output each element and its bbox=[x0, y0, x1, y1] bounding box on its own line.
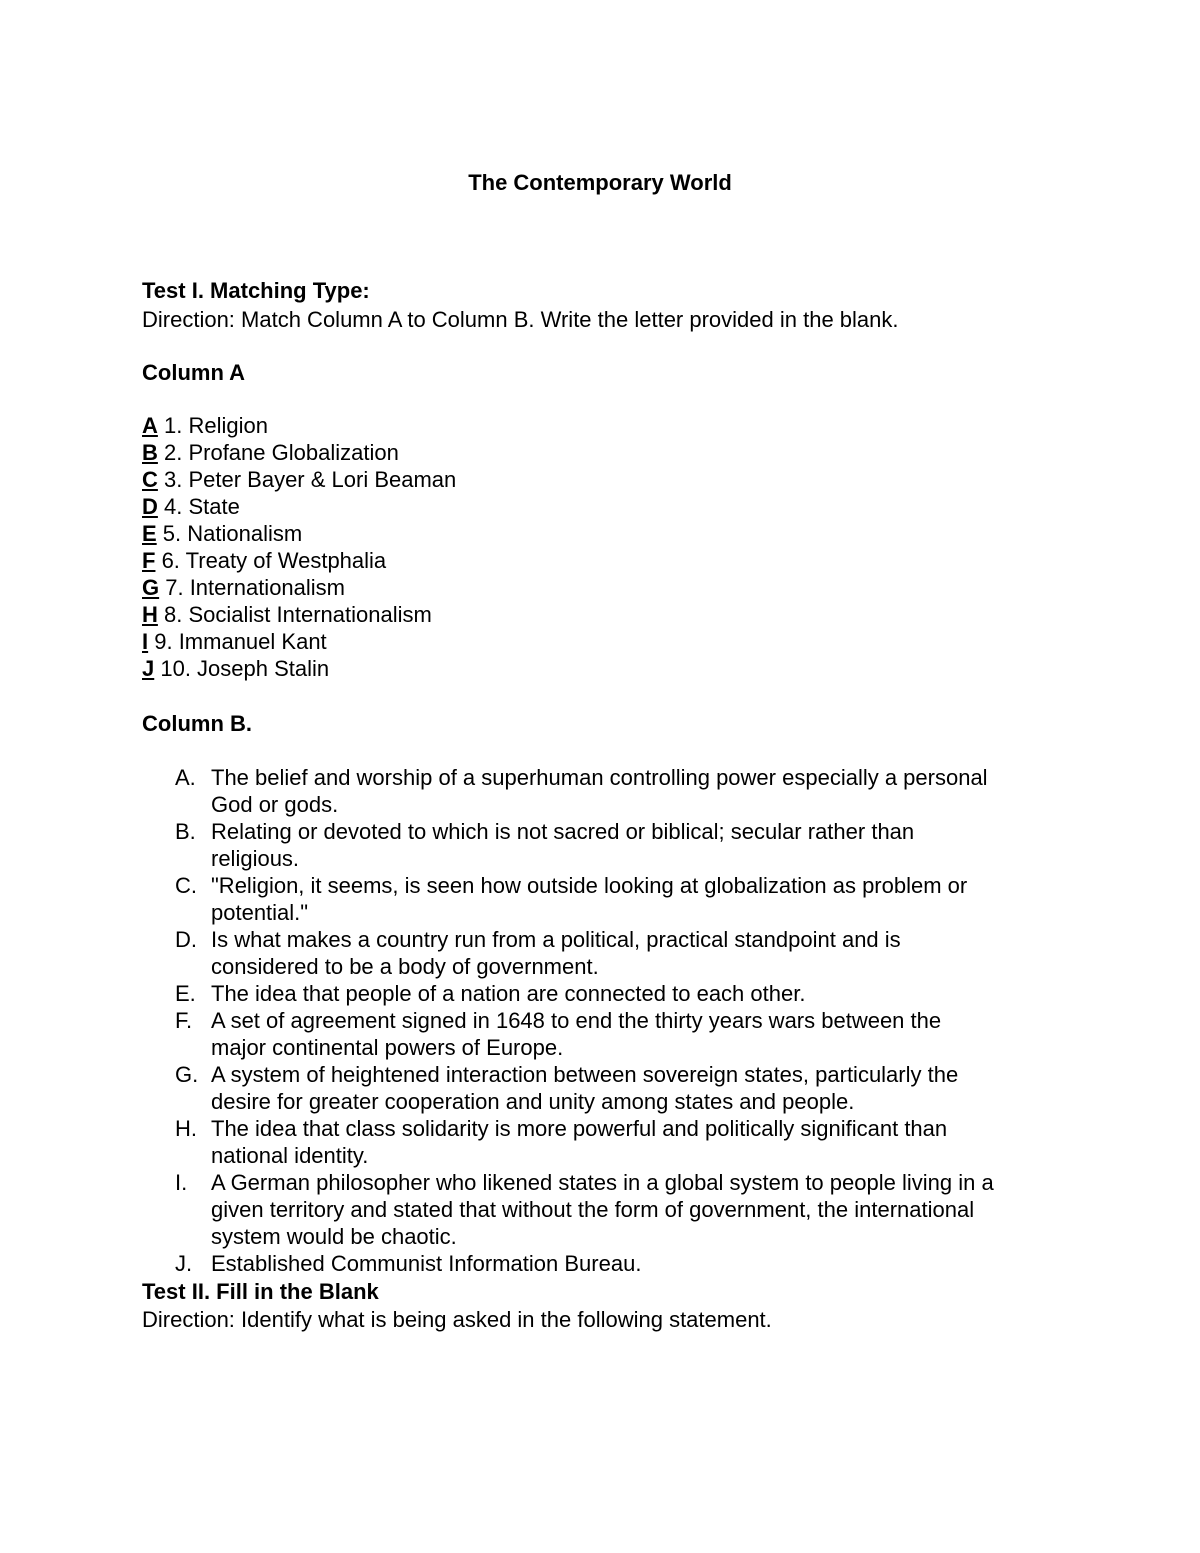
item-letter: J. bbox=[175, 1251, 193, 1276]
column-a-item bbox=[142, 628, 1082, 655]
column-a-item bbox=[142, 412, 1082, 439]
item-letter: B. bbox=[175, 819, 196, 844]
answer-blank: G bbox=[142, 575, 160, 600]
test1-heading: Test I. Matching Type: bbox=[142, 278, 370, 303]
item-line: given territory and stated that without the form of government, the international bbox=[211, 1197, 975, 1222]
item-line: Established Communist Information Bureau. bbox=[211, 1251, 642, 1276]
item-letter: H. bbox=[175, 1116, 197, 1141]
item-line: national identity. bbox=[211, 1143, 369, 1168]
item-letter: I. bbox=[175, 1170, 188, 1195]
item-line: considered to be a body of government. bbox=[211, 954, 599, 979]
column-a-item bbox=[142, 574, 1082, 601]
item-text: 1. Religion bbox=[157, 413, 268, 438]
item-text: 9. Immanuel Kant bbox=[148, 629, 327, 654]
answer-blank: A bbox=[142, 413, 158, 438]
answer-blank: C bbox=[142, 467, 158, 492]
column-a-item bbox=[142, 547, 1082, 574]
column-a-item bbox=[142, 466, 1082, 493]
column-b-item bbox=[142, 872, 1082, 926]
item-line: religious. bbox=[211, 846, 300, 871]
column-b-list bbox=[142, 764, 1082, 1277]
item-letter: D. bbox=[175, 927, 197, 952]
answer-blank: F bbox=[142, 548, 156, 573]
item-letter: E. bbox=[175, 981, 196, 1006]
item-letter: A. bbox=[175, 765, 196, 790]
item-text: 3. Peter Bayer & Lori Beaman bbox=[157, 467, 457, 492]
item-letter: F. bbox=[175, 1008, 193, 1033]
column-b-heading: Column B. bbox=[142, 711, 252, 736]
column-a-item bbox=[142, 601, 1082, 628]
item-text: 6. Treaty of Westphalia bbox=[155, 548, 387, 573]
item-text: 4. State bbox=[157, 494, 240, 519]
item-line: major continental powers of Europe. bbox=[211, 1035, 564, 1060]
item-line: The belief and worship of a superhuman controlling power especially a personal bbox=[211, 765, 988, 790]
document-title: The Contemporary World bbox=[468, 170, 732, 195]
item-line: The idea that people of a nation are connected to each other. bbox=[211, 981, 806, 1006]
item-text: 5. Nationalism bbox=[156, 521, 303, 546]
column-a-list bbox=[142, 412, 1082, 682]
item-letter: G. bbox=[175, 1062, 199, 1087]
item-line: "Religion, it seems, is seen how outside looking at globalization as problem or bbox=[211, 873, 968, 898]
test2-heading: Test II. Fill in the Blank bbox=[142, 1279, 379, 1304]
column-b-item bbox=[142, 1007, 1082, 1061]
column-b-item bbox=[142, 1250, 1082, 1277]
column-a-heading: Column A bbox=[142, 360, 246, 385]
column-b-item bbox=[142, 818, 1082, 872]
column-a-item bbox=[142, 439, 1082, 466]
column-b-item bbox=[142, 1061, 1082, 1115]
item-line: God or gods. bbox=[211, 792, 339, 817]
item-text: 2. Profane Globalization bbox=[157, 440, 399, 465]
answer-blank: J bbox=[142, 656, 155, 681]
answer-blank: B bbox=[142, 440, 158, 465]
column-a-item bbox=[142, 493, 1082, 520]
item-text: 10. Joseph Stalin bbox=[154, 656, 330, 681]
item-line: potential." bbox=[211, 900, 309, 925]
item-line: A system of heightened interaction between sovereign states, particularly the bbox=[211, 1062, 959, 1087]
answer-blank: E bbox=[142, 521, 157, 546]
item-line: desire for greater cooperation and unity among states and people. bbox=[211, 1089, 855, 1114]
item-text: 8. Socialist Internationalism bbox=[157, 602, 432, 627]
answer-blank: I bbox=[142, 629, 149, 654]
column-b-item bbox=[142, 980, 1082, 1007]
answer-blank: H bbox=[142, 602, 158, 627]
column-a-item bbox=[142, 655, 1082, 682]
column-b-item bbox=[142, 764, 1082, 818]
column-b-item bbox=[142, 926, 1082, 980]
item-line: The idea that class solidarity is more powerful and politically significant than bbox=[211, 1116, 948, 1141]
column-b-item bbox=[142, 1169, 1082, 1250]
column-a-item bbox=[142, 520, 1082, 547]
answer-blank: D bbox=[142, 494, 158, 519]
item-line: Is what makes a country run from a political, practical standpoint and is bbox=[211, 927, 901, 952]
column-b-item bbox=[142, 1115, 1082, 1169]
item-letter: C. bbox=[175, 873, 197, 898]
item-line: Relating or devoted to which is not sacred or biblical; secular rather than bbox=[211, 819, 915, 844]
item-line: A set of agreement signed in 1648 to end the thirty years wars between the bbox=[211, 1008, 942, 1033]
item-line: A German philosopher who likened states in a global system to people living in a bbox=[211, 1170, 994, 1195]
test2-direction: Direction: Identify what is being asked in the following statement. bbox=[142, 1307, 772, 1332]
item-text: 7. Internationalism bbox=[159, 575, 345, 600]
item-line: system would be chaotic. bbox=[211, 1224, 457, 1249]
test1-direction: Direction: Match Column A to Column B. Write the letter provided in the blank. bbox=[142, 307, 899, 332]
